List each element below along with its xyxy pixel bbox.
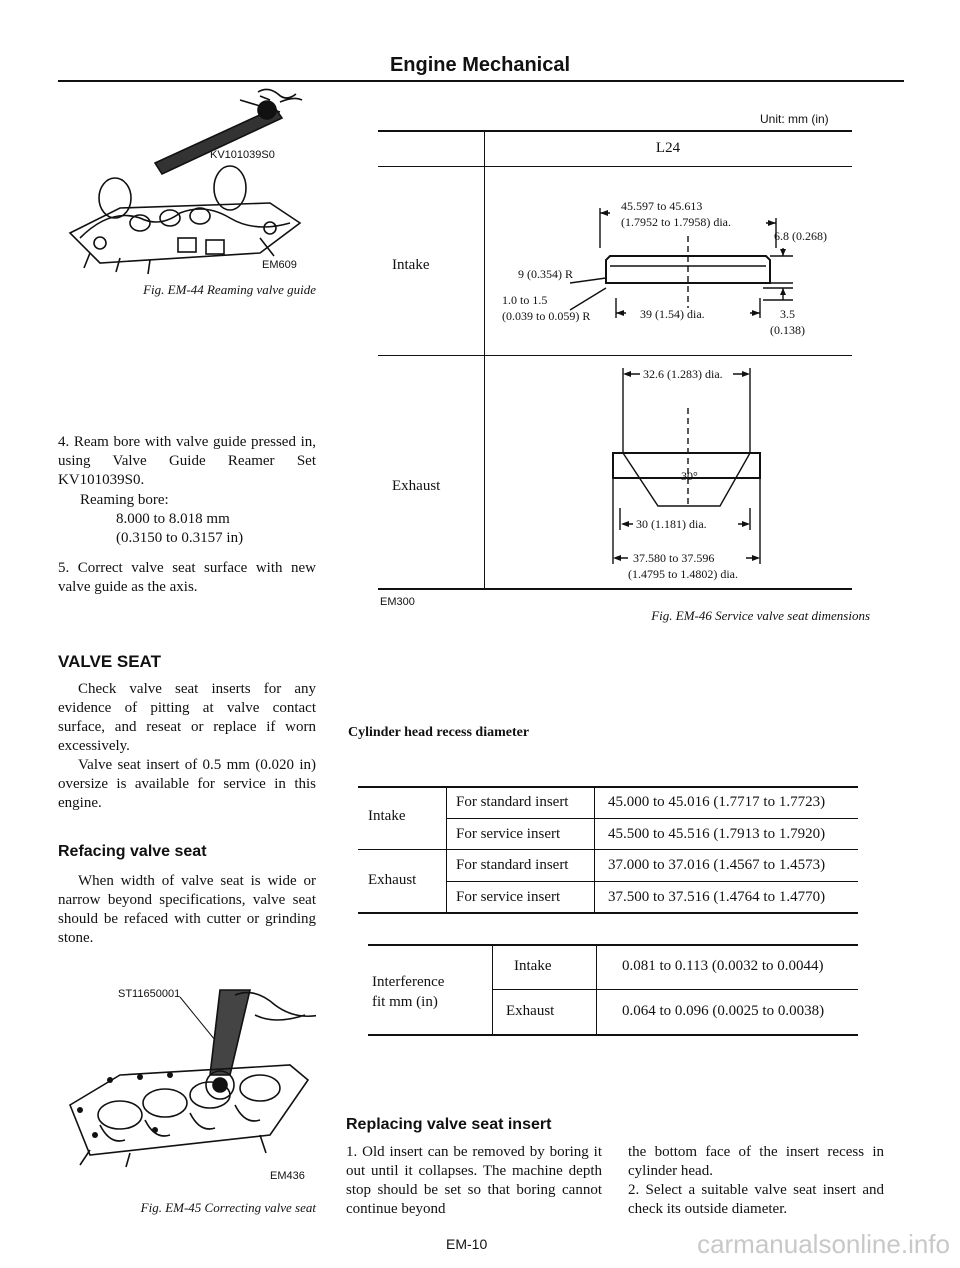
interference-top-rule: [368, 944, 858, 946]
recess-table-title: Cylinder head recess diameter: [348, 725, 530, 740]
recess-value-3: 37.500 to 37.516 (1.4764 to 1.4770): [608, 889, 826, 905]
page-header: Engine Mechanical: [389, 54, 571, 76]
recess-divider-1: [446, 786, 447, 914]
recess-type-2: For standard insert: [456, 857, 569, 873]
fig46-column-divider: [484, 130, 485, 588]
exhaust-d2: 30 (1.181) dia.: [636, 517, 707, 531]
refacing-paragraph: When width of valve seat is wide or narrow beyond specifications, valve seat should be refaced with cutter or grinding stone.: [58, 873, 316, 946]
recess-type-3: For service insert: [456, 889, 561, 905]
recess-rule-3: [446, 881, 858, 882]
recess-value-1: 45.500 to 45.516 (1.7913 to 1.7920): [608, 826, 826, 842]
exhaust-d3b: (1.4795 to 1.4802) dia.: [628, 567, 738, 581]
fig46-col-header: L24: [655, 140, 681, 156]
reaming-bore-in: (0.3150 to 0.3157 in): [116, 530, 244, 546]
replacing-paragraph-1: 1. Old insert can be removed by boring it out until it collapses. The machine depth stop should be set so that boring cannot continue beyond: [346, 1144, 602, 1217]
intake-d2: 39 (1.54) dia.: [640, 307, 705, 321]
valve-seat-heading: VALVE SEAT: [58, 652, 161, 671]
intake-d1b: (1.7952 to 1.7958) dia.: [621, 215, 731, 229]
intake-h1: 6.8 (0.268): [774, 229, 827, 243]
fig46-row-intake: Intake: [392, 257, 430, 273]
refacing-heading: Refacing valve seat: [58, 843, 207, 860]
intake-h2: 3.5: [780, 307, 795, 321]
fig46-caption: Fig. EM-46 Service valve seat dimensions: [651, 608, 870, 623]
recess-bottom-rule: [358, 912, 858, 914]
fig45-caption: Fig. EM-45 Correcting valve seat: [140, 1200, 316, 1215]
fig44-part-label: KV101039S0: [210, 149, 275, 161]
recess-top-rule: [358, 786, 858, 788]
fig46-bottom-rule: [378, 588, 852, 590]
fig46-unit: Unit: mm (in): [760, 112, 829, 126]
watermark: carmanualsonline.info: [697, 1229, 950, 1259]
fig46-row-exhaust: Exhaust: [392, 478, 441, 494]
step-4-text: 4. Ream bore with valve guide pressed in, using Valve Guide Reamer Set KV101039S0.: [58, 434, 316, 488]
valve-seat-paragraph-2: Valve seat insert of 0.5 mm (0.020 in) oversize is available for service in this engine.: [58, 757, 316, 811]
recess-type-0: For standard insert: [456, 794, 569, 810]
replacing-heading: Replacing valve seat insert: [346, 1116, 552, 1133]
page-number: EM-10: [446, 1236, 488, 1252]
correcting-valve-seat-illustration: [60, 985, 316, 1175]
recess-value-2: 37.000 to 37.016 (1.4567 to 1.4573): [608, 857, 826, 873]
reaming-bore-label: Reaming bore:: [80, 492, 169, 508]
fig44-caption: Fig. EM-44 Reaming valve guide: [143, 282, 316, 297]
fig46-header-rule: [378, 166, 852, 167]
interference-divider-2: [596, 944, 597, 1036]
recess-rule-2: [358, 849, 858, 850]
interference-type-1: Exhaust: [506, 1003, 555, 1019]
valve-seat-paragraph-1: Check valve seat inserts for any evidence of pitting at valve contact surface, and reseat or replace if worn excessively.: [58, 681, 316, 754]
interference-value-1: 0.064 to 0.096 (0.0025 to 0.0038): [622, 1003, 825, 1019]
interference-label-1: Interference: [372, 974, 445, 990]
intake-r2: 1.0 to 1.5: [502, 293, 548, 307]
exhaust-angle: 30°: [681, 469, 698, 483]
interference-bottom-rule: [368, 1034, 858, 1036]
fig45-part-label: ST11650001: [118, 988, 181, 1000]
interference-value-0: 0.081 to 0.113 (0.0032 to 0.0044): [622, 958, 824, 974]
fig46-code: EM300: [380, 596, 415, 608]
header-rule: [58, 80, 904, 82]
intake-r2b: (0.039 to 0.059) R: [502, 309, 591, 323]
step-5-text: 5. Correct valve seat surface with new valve guide as the axis.: [58, 560, 316, 595]
reaming-bore-mm: 8.000 to 8.018 mm: [116, 511, 230, 527]
recess-table: [358, 786, 858, 914]
replacing-paragraph-3: 2. Select a suitable valve seat insert and check its outside diameter.: [628, 1182, 884, 1217]
interference-label-2: fit mm (in): [372, 994, 438, 1010]
interference-divider-1: [492, 944, 493, 1036]
recess-type-1: For service insert: [456, 826, 561, 842]
recess-group-intake: Intake: [368, 808, 406, 824]
intake-r1: 9 (0.354) R: [518, 267, 573, 281]
fig45-code: EM436: [270, 1170, 305, 1182]
exhaust-seat-drawing: [488, 358, 850, 586]
fig44-code: EM609: [262, 259, 297, 271]
fig46-middle-rule: [378, 355, 852, 356]
interference-middle-rule: [492, 989, 858, 990]
recess-group-exhaust: Exhaust: [368, 872, 417, 888]
intake-h2b: (0.138): [770, 323, 805, 337]
exhaust-d1: 32.6 (1.283) dia.: [643, 367, 723, 381]
replacing-paragraph-2: the bottom face of the insert recess in cylinder head.: [628, 1144, 884, 1179]
intake-seat-drawing: [488, 168, 850, 354]
recess-value-0: 45.000 to 45.016 (1.7717 to 1.7723): [608, 794, 826, 810]
interference-table: [368, 944, 858, 1036]
recess-divider-2: [594, 786, 595, 914]
intake-d1: 45.597 to 45.613: [621, 199, 703, 213]
interference-type-0: Intake: [514, 958, 552, 974]
exhaust-d3: 37.580 to 37.596: [633, 551, 715, 565]
recess-rule-1: [446, 818, 858, 819]
fig46-top-rule: [378, 130, 852, 132]
reaming-valve-guide-illustration: [60, 88, 316, 288]
